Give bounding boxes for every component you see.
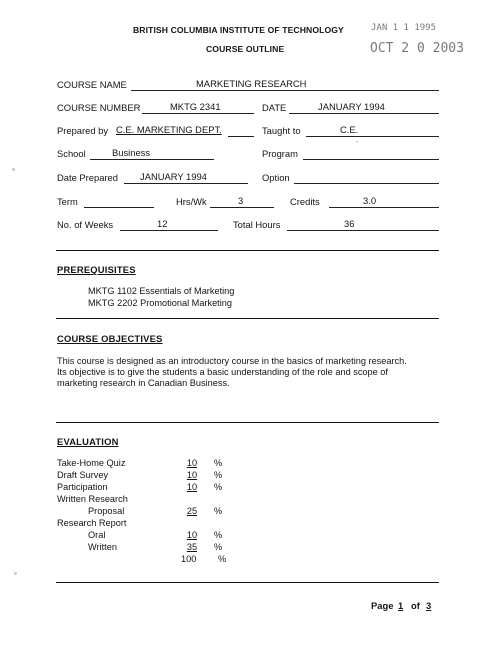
taught-to-line [306, 136, 439, 137]
taught-to-value: C.E. [340, 124, 359, 135]
total-hours-label: Total Hours [233, 219, 281, 230]
course-name-value: MARKETING RESEARCH [196, 78, 307, 89]
received-stamp-small: JAN 1 1 1995 [371, 23, 437, 33]
received-stamp-large: OCT 2 0 2003 [370, 41, 464, 56]
option-label: Option [262, 172, 290, 183]
hrs-wk-line [210, 207, 274, 208]
course-number-label: COURSE NUMBER [57, 102, 141, 113]
evaluation-item-value: 35 [186, 542, 198, 552]
date-value: JANUARY 1994 [318, 101, 385, 112]
school-value: Business [112, 147, 151, 158]
term-line [84, 207, 154, 208]
prepared-by-value: C.E. MARKETING DEPT. [116, 124, 222, 135]
page-number: 1 [398, 600, 404, 611]
document-title: COURSE OUTLINE [206, 44, 285, 54]
section-divider [56, 250, 439, 251]
total-hours-value: 36 [344, 218, 355, 229]
weeks-line [120, 230, 218, 231]
objectives-heading: COURSE OBJECTIVES [57, 333, 163, 344]
evaluation-item-unit: % [214, 530, 223, 540]
evaluation-item-label: Draft Survey [57, 470, 109, 480]
course-name-line [131, 90, 439, 91]
prepared-by-label: Prepared by [57, 125, 109, 136]
term-label: Term [57, 196, 78, 207]
credits-label: Credits [290, 196, 320, 207]
credits-value: 3.0 [363, 195, 377, 206]
date-prepared-line [124, 183, 248, 184]
scan-speck [12, 168, 15, 171]
evaluation-total-value: 100 [181, 554, 197, 564]
evaluation-item-label: Written Research [57, 494, 128, 504]
total-hours-line [287, 230, 439, 231]
hrs-wk-value: 3 [238, 195, 244, 206]
weeks-value: 12 [157, 218, 168, 229]
credits-line [329, 207, 439, 208]
section-divider [56, 582, 439, 583]
prerequisite-item: MKTG 2202 Promotional Marketing [88, 298, 232, 308]
evaluation-item-unit: % [214, 542, 223, 552]
evaluation-total-unit: % [218, 554, 227, 564]
course-name-label: COURSE NAME [57, 79, 127, 90]
hrs-wk-label: Hrs/Wk [176, 196, 207, 207]
section-divider [56, 422, 439, 423]
page-label: Page [371, 600, 394, 611]
evaluation-item-label: Take-Home Quiz [57, 458, 126, 468]
school-line [90, 159, 214, 160]
school-label: School [57, 148, 86, 159]
prepared-by-line [228, 136, 254, 137]
institute-name: BRITISH COLUMBIA INSTITUTE OF TECHNOLOGY [133, 25, 344, 35]
section-divider [56, 318, 439, 319]
evaluation-item-label: Proposal [88, 506, 125, 516]
scan-speck [356, 141, 358, 143]
course-number-line [142, 113, 254, 114]
evaluation-item-label: Participation [57, 482, 108, 492]
evaluation-item-unit: % [214, 458, 223, 468]
prerequisite-item: MKTG 1102 Essentials of Marketing [88, 286, 235, 296]
evaluation-item-label: Oral [88, 530, 106, 540]
weeks-label: No. of Weeks [57, 219, 114, 230]
evaluation-item-unit: % [214, 470, 223, 480]
evaluation-item-label: Written [88, 542, 117, 552]
program-line [303, 159, 439, 160]
objectives-line: This course is designed as an introductory course in the basics of marketing research. [57, 356, 407, 366]
evaluation-item-value: 10 [186, 458, 198, 468]
of-label: of [411, 600, 420, 611]
objectives-line: marketing research in Canadian Business. [57, 378, 230, 388]
page-total: 3 [426, 600, 432, 611]
evaluation-item-label: Research Report [57, 518, 127, 528]
date-label: DATE [262, 102, 287, 113]
taught-to-label: Taught to [262, 125, 301, 136]
evaluation-item-unit: % [214, 482, 223, 492]
evaluation-item-unit: % [214, 506, 223, 516]
evaluation-item-value: 10 [186, 470, 198, 480]
option-line [294, 183, 439, 184]
date-line [289, 113, 439, 114]
scan-speck [14, 572, 17, 575]
date-prepared-value: JANUARY 1994 [140, 171, 207, 182]
prerequisites-heading: PREREQUISITES [57, 264, 136, 275]
evaluation-item-value: 10 [186, 530, 198, 540]
course-number-value: MKTG 2341 [170, 101, 221, 112]
program-label: Program [262, 148, 298, 159]
evaluation-item-value: 10 [186, 482, 198, 492]
evaluation-item-value: 25 [186, 506, 198, 516]
date-prepared-label: Date Prepared [57, 172, 118, 183]
objectives-line: Its objective is to give the students a basic understanding of the role and scope of [57, 367, 388, 377]
evaluation-heading: EVALUATION [57, 436, 119, 447]
